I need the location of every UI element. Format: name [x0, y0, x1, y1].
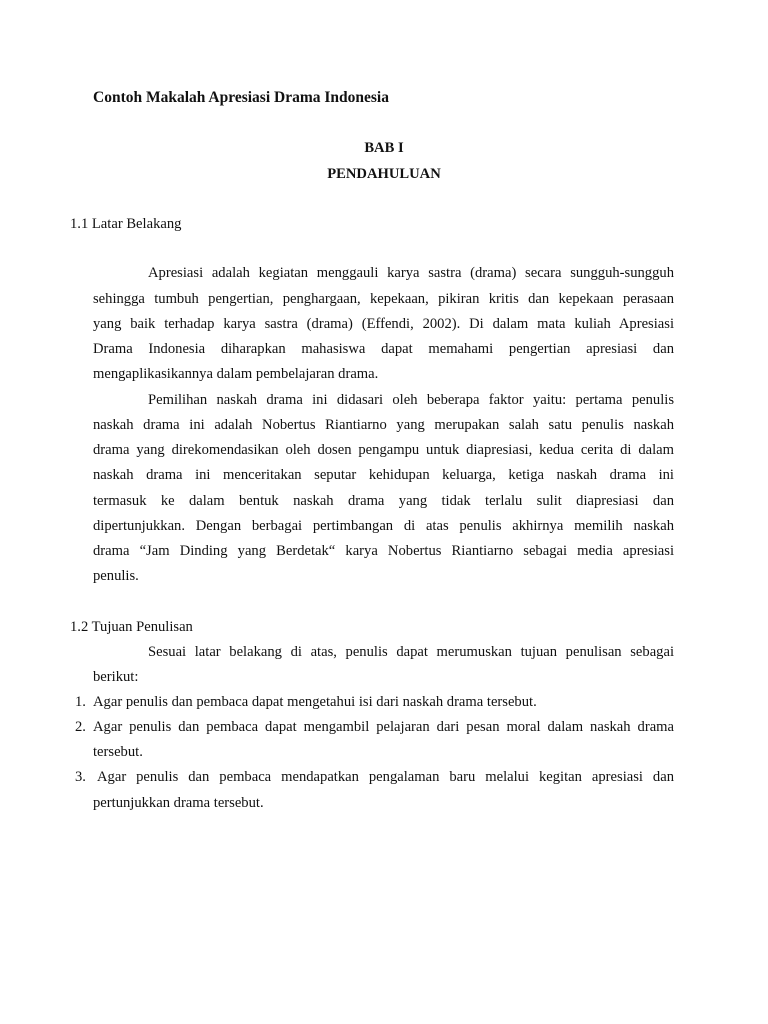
paragraph-line: mengaplikasikannya dalam pembelajaran drama. [93, 366, 379, 382]
section-heading-tujuan-penulisan: 1.2 Tujuan Penulisan [70, 619, 193, 635]
list-number: 2. [75, 719, 86, 735]
paragraph-line: berikut: [93, 669, 139, 685]
list-text: pertunjukkan drama tersebut. [93, 795, 264, 811]
list-number: 1. [75, 694, 86, 710]
paragraph-line: drama yang direkomendasikan oleh dosen pengampu untuk diapresiasi, kedua cerita di dalam [93, 442, 674, 458]
paragraph-line: Drama Indonesia diharapkan mahasiswa dapat memahami pengertian apresiasi dan [93, 341, 674, 357]
chapter-title: PENDAHULUAN [327, 166, 441, 182]
paragraph-line: Apresiasi adalah kegiatan menggauli karya sastra (drama) secara sungguh-sungguh [148, 265, 674, 281]
paragraph-line: Pemilihan naskah drama ini didasari oleh beberapa faktor yaitu: pertama penulis [148, 392, 674, 408]
list-text: Agar penulis dan pembaca mendapatkan pengalaman baru melalui kegitan apresiasi dan [97, 769, 674, 785]
paragraph-line: dipertunjukkan. Dengan berbagai pertimbangan di atas penulis akhirnya memilih naskah [93, 518, 674, 534]
paragraph-line: naskah drama ini menceritakan seputar kehidupan keluarga, ketiga naskah drama ini [93, 467, 674, 483]
list-number: 3. [75, 769, 86, 785]
list-text: Agar penulis dan pembaca dapat mengambil pelajaran dari pesan moral dalam naskah drama [93, 719, 674, 735]
document-title: Contoh Makalah Apresiasi Drama Indonesia [93, 89, 389, 106]
paragraph-line: Sesuai latar belakang di atas, penulis dapat merumuskan tujuan penulisan sebagai [148, 644, 674, 660]
paragraph-line: termasuk ke dalam bentuk naskah drama yang tidak terlalu sulit diapresiasi dan [93, 493, 674, 509]
paragraph-line: yang baik terhadap karya sastra (drama) (Effendi, 2002). Di dalam mata kuliah Apresiasi [93, 316, 674, 332]
list-text: Agar penulis dan pembaca dapat mengetahui isi dari naskah drama tersebut. [93, 694, 537, 710]
paragraph-line: drama “Jam Dinding yang Berdetak“ karya Nobertus Riantiarno sebagai media apresiasi [93, 543, 674, 559]
paragraph-line: naskah drama ini adalah Nobertus Riantiarno yang merupakan salah satu penulis naskah [93, 417, 674, 433]
paragraph-line: sehingga tumbuh pengertian, penghargaan, kepekaan, pikiran kritis dan kepekaan perasaan [93, 291, 674, 307]
list-text: tersebut. [93, 744, 143, 760]
chapter-number: BAB I [364, 140, 404, 156]
section-heading-latar-belakang: 1.1 Latar Belakang [70, 216, 182, 232]
paragraph-line: penulis. [93, 568, 139, 584]
